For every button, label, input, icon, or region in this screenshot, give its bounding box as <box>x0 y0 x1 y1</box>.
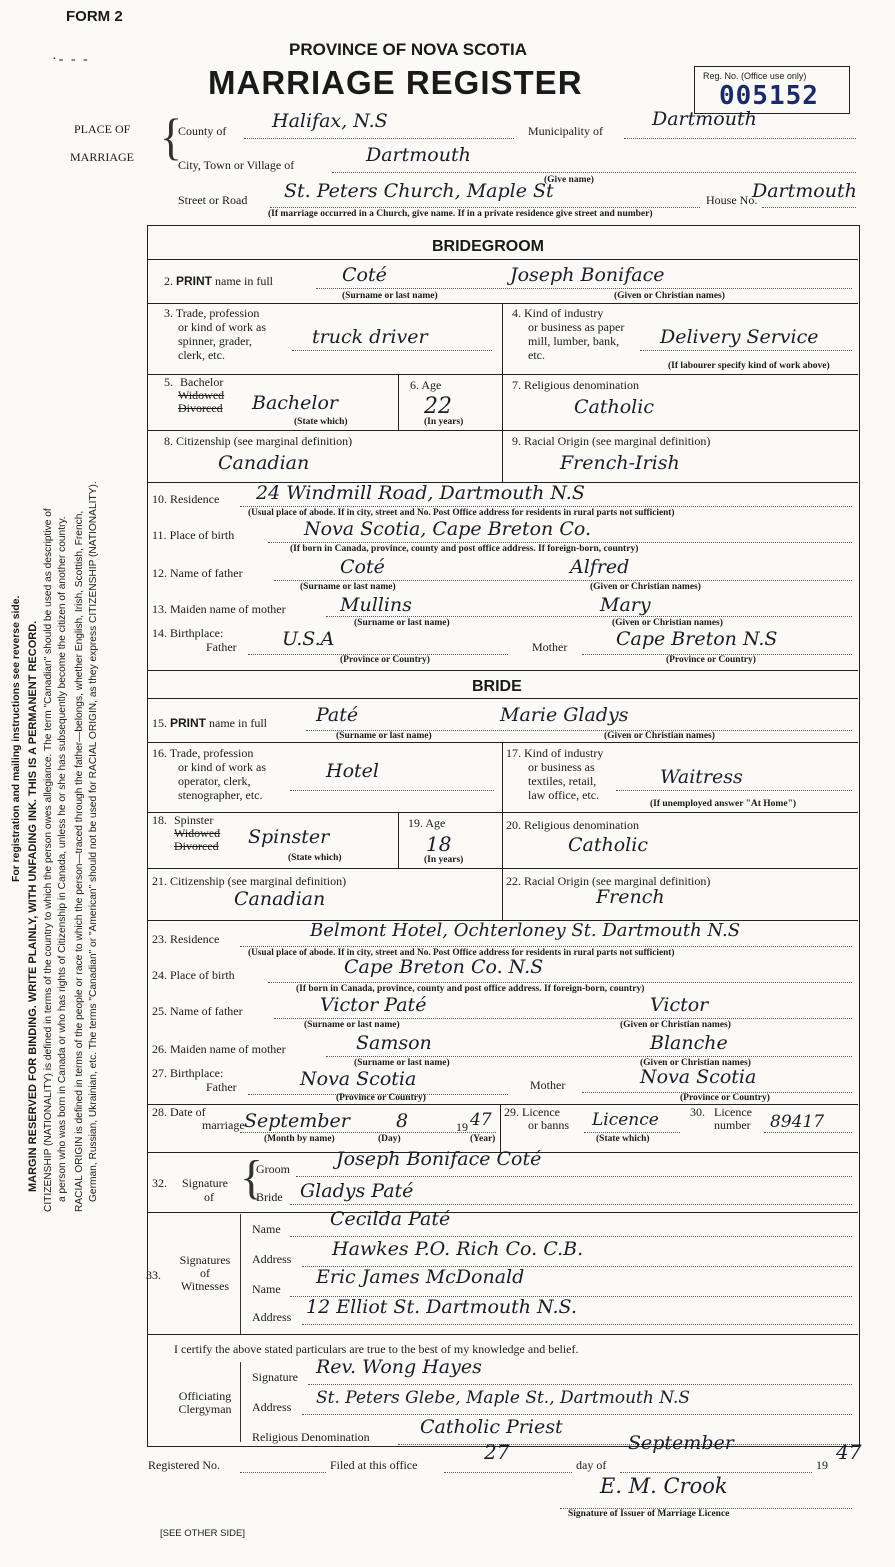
bride-father-bp-note: (Province or Country) <box>336 1093 426 1103</box>
year-note: (Year) <box>470 1134 496 1144</box>
city-label: City, Town or Village of <box>178 158 295 172</box>
groom-age-label: Age <box>421 378 442 392</box>
bride-age-label: Age <box>425 816 446 830</box>
groom-father-surname: Coté <box>340 556 385 578</box>
clergy-address-label: Address <box>252 1400 292 1414</box>
bride-citizenship: Canadian <box>234 888 326 910</box>
date-marriage-label: 28. Date of marriage <box>152 1105 245 1132</box>
licence-number: 89417 <box>770 1112 825 1132</box>
groom-mother-surname-note: (Surname or last name) <box>354 618 450 628</box>
groom-mother-birthplace: Cape Breton N.S <box>616 628 778 650</box>
bride-residence-label: Residence <box>170 932 220 946</box>
bridegroom-heading: BRIDEGROOM <box>432 238 544 255</box>
bride-state-note: (State which) <box>288 853 342 863</box>
groom-father-surname-note: (Surname or last name) <box>300 582 396 592</box>
groom-mother-bp-label: Mother <box>532 640 568 654</box>
bride-trade: Hotel <box>326 760 379 782</box>
bride-religion-label: Religious denomination <box>524 818 639 832</box>
clergy-denom-label: Religious Denomination <box>252 1430 370 1444</box>
unemployed-note: (If unemployed answer "At Home") <box>650 799 797 809</box>
bride-industry: Waitress <box>660 766 743 788</box>
bride-given: Marie Gladys <box>500 704 629 726</box>
licence-state: Licence <box>592 1110 659 1130</box>
clergy-sig-label: Signature <box>252 1370 298 1384</box>
bride-father-bp-label: Father <box>206 1080 237 1094</box>
filed-year-prefix: 19 <box>816 1458 828 1472</box>
groom-state-note: (State which) <box>294 417 348 427</box>
groom-birth-note: (If born in Canada, province, county and post office address. If foreign-born, country) <box>290 544 639 554</box>
groom-father-bp-label: Father <box>206 640 237 654</box>
county-value: Halifax, N.S <box>272 110 388 132</box>
bride-birthplaces-label: Birthplace: <box>170 1066 224 1080</box>
filed-label: Filed at this office <box>330 1458 418 1472</box>
street-note: (If marriage occurred in a Church, give name. If in a private residence give street and number) <box>268 209 653 219</box>
bride-birth-note: (If born in Canada, province, county and post office address. If foreign-born, country) <box>296 984 645 994</box>
certify-statement: I certify the above stated particulars are true to the best of my knowledge and belief. <box>174 1342 579 1356</box>
city-value: Dartmouth <box>366 144 471 166</box>
groom-status: Bachelor <box>252 392 339 414</box>
bride-signature: Gladys Paté <box>300 1180 414 1202</box>
bride-mother-bp-note: (Province or Country) <box>680 1093 770 1103</box>
bride-mother-given: Blanche <box>650 1032 728 1054</box>
house-value: Dartmouth <box>752 180 857 202</box>
bride-father-birthplace: Nova Scotia <box>300 1068 417 1090</box>
w2-name-label: Name <box>252 1282 281 1296</box>
margin-instructions: For registration and mailing instructions see reverse side. MARGIN RESERVED FOR BINDING. WRITE PLAINLY, WITH UNFADING INK. THIS IS A PERMANENT RECORD. CITIZENSHIP (NATIONALITY) is defined in terms of the country to which the person owes allegiance. The term "Canadian" should be used as descriptive of a person who was born in Canada or who has rights of Citizenship in Canada, unless he or she has subsequently become the citizen of another country. RACIAL ORIGIN is defined in terms of the people or race to which the person—traced through the father—belongs, whether English, Irish, Scottish, French, German, Russian, Ukrainian, etc. The terms "Canadian" or "American" should not be used for RACIAL ORIGIN, as they express CITIZENSHIP (NATIONALITY). <box>11 481 99 1212</box>
bride-citizenship-label: Citizenship (see marginal definition) <box>170 874 347 888</box>
groom-signature: Joseph Boniface Coté <box>336 1148 542 1170</box>
brace-icon: { <box>160 108 183 165</box>
groom-birthplaces-label: Birthplace: <box>170 626 224 640</box>
month-note: (Month by name) <box>264 1134 335 1144</box>
bride-father-label: Name of father <box>170 1004 243 1018</box>
groom-given-note: (Given or Christian names) <box>614 291 725 301</box>
bride-surname: Paté <box>316 704 359 726</box>
bride-given-note: (Given or Christian names) <box>604 731 715 741</box>
bride-age: 18 <box>426 832 452 856</box>
witnesses-label: Signatures of Witnesses <box>179 1253 231 1293</box>
w1-name-label: Name <box>252 1222 281 1236</box>
groom-industry: Delivery Service <box>660 326 819 348</box>
groom-mother-surname: Mullins <box>340 594 412 616</box>
bride-mother-surname-note: (Surname or last name) <box>354 1058 450 1068</box>
bride-birth-label: Place of birth <box>170 968 235 982</box>
reg-number-box <box>694 66 850 114</box>
groom-religion-label: Religious denomination <box>524 378 639 392</box>
groom-mother-given: Mary <box>600 594 651 616</box>
groom-birthplace: Nova Scotia, Cape Breton Co. <box>304 518 592 540</box>
bride-mother-label: Maiden name of mother <box>170 1042 286 1056</box>
groom-father-label: Name of father <box>170 566 243 580</box>
groom-residence: 24 Windmill Road, Dartmouth N.S <box>256 482 585 504</box>
groom-citizenship-label: Citizenship (see marginal definition) <box>176 434 353 448</box>
reg-number-label: Reg. No. (Office use only) <box>703 71 807 81</box>
signature-brace-icon: { <box>240 1151 264 1204</box>
groom-racial: French-Irish <box>560 452 680 474</box>
groom-abode-note: (Usual place of abode. If in city, street and No. Post Office address for residents in rural parts not sufficient) <box>248 508 675 518</box>
groom-age: 22 <box>424 394 452 419</box>
licence-state-note: (State which) <box>596 1134 650 1144</box>
groom-industry-label: 4. Kind of industry or business as paper mill, lumber, bank, etc. <box>512 306 625 362</box>
form-number: FORM 2 <box>66 8 123 25</box>
bride-father-given: Victor <box>650 994 709 1016</box>
licence-label: 29. Licence or banns <box>504 1105 569 1132</box>
bride-racial-label: Racial Origin (see marginal definition) <box>524 874 711 888</box>
groom-trade: truck driver <box>312 326 428 348</box>
street-label: Street or Road <box>178 193 248 207</box>
witness2-name: Eric James McDonald <box>316 1266 525 1288</box>
bride-residence: Belmont Hotel, Ochterloney St. Dartmouth N.S <box>310 920 741 941</box>
witness1-name: Cecilda Paté <box>330 1208 451 1230</box>
groom-citizenship: Canadian <box>218 452 310 474</box>
bride-status-label: 18. Spinster Widowed Divorced <box>152 813 221 853</box>
province-heading: PROVINCE OF NOVA SCOTIA <box>289 40 528 59</box>
marriage-month: September <box>244 1110 350 1132</box>
municipality-value: Dartmouth <box>652 108 757 130</box>
groom-mother-label: Maiden name of mother <box>170 602 286 616</box>
witness1-address: Hawkes P.O. Rich Co. C.B. <box>332 1238 584 1260</box>
groom-mother-bp-note: (Province or Country) <box>666 655 756 665</box>
groom-trade-label: 3. Trade, profession or kind of work as spinner, grader, clerk, etc. <box>164 306 266 362</box>
bride-years-note: (In years) <box>424 855 464 865</box>
bride-religion: Catholic <box>568 834 648 856</box>
groom-mother-given-note: (Given or Christian names) <box>612 618 723 628</box>
reg-number: 005152 <box>719 81 819 111</box>
street-value: St. Peters Church, Maple St <box>284 180 554 202</box>
groom-residence-label: Residence <box>170 492 220 506</box>
groom-father-bp-note: (Province or Country) <box>340 655 430 665</box>
bride-abode-note: (Usual place of abode. If in city, street and No. Post Office address for residents in rural parts not sufficient) <box>248 948 675 958</box>
filed-day: 27 <box>484 1440 510 1464</box>
bride-industry-label: 17. Kind of industry or business as textiles, retail, law office, etc. <box>506 746 604 802</box>
licence-number-label: 30. Licence number <box>690 1105 752 1132</box>
name-in-full-label: name in full <box>215 274 273 288</box>
groom-surname: Coté <box>342 264 387 286</box>
margin-dashes: ·- - - <box>52 52 90 67</box>
marriage-day: 8 <box>396 1110 409 1132</box>
signature-label: 32. Signature of <box>152 1176 228 1204</box>
bride-trade-label: 16. Trade, profession or kind of work as operator, clerk, stenographer, etc. <box>152 746 266 802</box>
groom-father-given-note: (Given or Christian names) <box>590 582 701 592</box>
house-label: House No. <box>706 193 758 207</box>
bride-mother-surname: Samson <box>356 1032 432 1054</box>
bride-racial: French <box>596 886 665 908</box>
groom-sig-label: Groom <box>256 1162 290 1176</box>
bride-birthplace: Cape Breton Co. N.S <box>344 956 544 978</box>
bride-sig-label: Bride <box>256 1190 283 1204</box>
groom-racial-label: Racial Origin (see marginal definition) <box>524 434 711 448</box>
bride-heading: BRIDE <box>472 678 522 695</box>
clergy-label: Officiating Clergyman <box>178 1389 232 1416</box>
county-label: County of <box>178 124 227 138</box>
marriage-year-prefix: 19 <box>456 1120 468 1134</box>
witness2-address: 12 Elliot St. Dartmouth N.S. <box>306 1296 577 1318</box>
groom-father-given: Alfred <box>570 556 630 578</box>
filed-month: September <box>628 1432 734 1454</box>
w2-address-label: Address <box>252 1310 292 1324</box>
groom-given: Joseph Boniface <box>510 264 665 286</box>
registered-label: Registered No. <box>148 1458 220 1472</box>
bride-mother-given-note: (Given or Christian names) <box>640 1058 751 1068</box>
bride-father-surname: Victor Paté <box>320 994 427 1016</box>
w1-address-label: Address <box>252 1252 292 1266</box>
bride-father-given-note: (Given or Christian names) <box>620 1020 731 1030</box>
clergy-signature: Rev. Wong Hayes <box>316 1356 482 1378</box>
bride-mother-birthplace: Nova Scotia <box>640 1066 757 1088</box>
marriage-label: MARRIAGE <box>70 150 135 164</box>
clergy-address: St. Peters Glebe, Maple St., Dartmouth N.S <box>316 1388 691 1408</box>
filed-year: 47 <box>836 1440 862 1464</box>
clergy-bracket <box>240 1362 241 1442</box>
bride-status: Spinster <box>248 826 330 848</box>
bride-father-surname-note: (Surname or last name) <box>304 1020 400 1030</box>
marriage-year: 47 <box>470 1110 492 1130</box>
issuer-note: Signature of Issuer of Marriage Licence <box>568 1509 730 1519</box>
groom-father-birthplace: U.S.A <box>282 628 335 650</box>
issuer-signature: E. M. Crook <box>600 1474 728 1498</box>
print-label: PRINT <box>176 274 212 288</box>
day-note: (Day) <box>378 1134 401 1144</box>
groom-status-label: 5. Bachelor Widowed Divorced <box>164 375 225 415</box>
give-name-note: (Give name) <box>544 175 594 185</box>
day-of-label: day of <box>576 1458 607 1472</box>
groom-surname-note: (Surname or last name) <box>342 291 438 301</box>
place-label: PLACE OF <box>74 122 131 136</box>
bride-mother-bp-label: Mother <box>530 1078 566 1092</box>
clergy-denomination: Catholic Priest <box>420 1416 563 1438</box>
groom-years-note: (In years) <box>424 417 464 427</box>
page-title: MARRIAGE REGISTER <box>208 64 583 101</box>
see-other-side: [SEE OTHER SIDE] <box>160 1528 245 1539</box>
witness-bracket <box>240 1214 241 1334</box>
bride-surname-note: (Surname or last name) <box>336 731 432 741</box>
municipality-label: Municipality of <box>528 124 603 138</box>
groom-birth-label: Place of birth <box>169 528 235 542</box>
labourer-note: (If labourer specify kind of work above) <box>668 361 830 371</box>
groom-religion: Catholic <box>574 396 654 418</box>
